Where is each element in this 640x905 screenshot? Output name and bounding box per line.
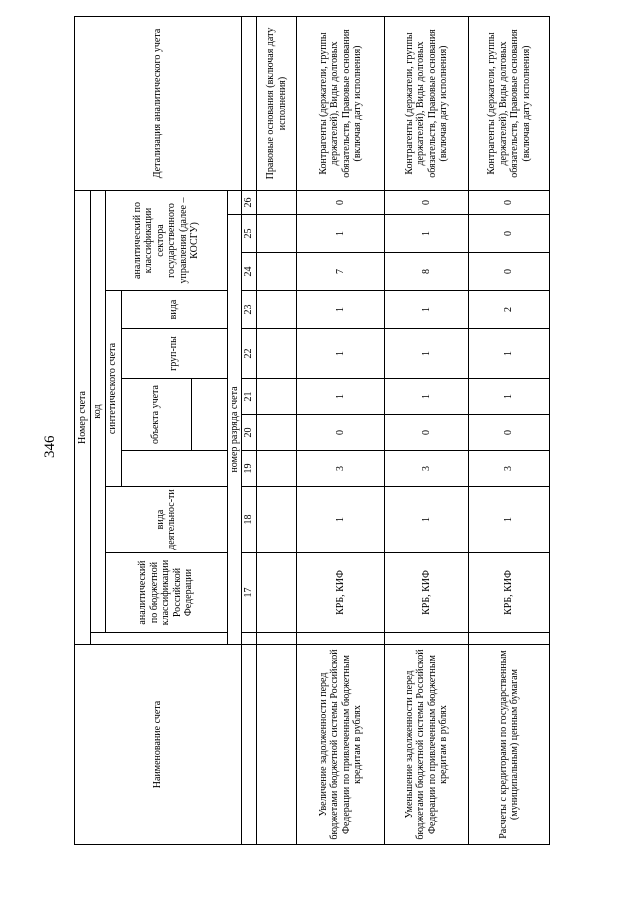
- table-row: [469, 16, 550, 844]
- header-detail: Детализация аналитического учета: [75, 16, 242, 190]
- row-col-25: 1: [385, 215, 469, 253]
- table-row: [385, 16, 469, 844]
- row-account-name: Увеличение задолженности перед бюджетами бюджетной системы Российской Федерации по привлеченным бюджетным кредитам в рублях: [297, 645, 385, 845]
- header-kosgu: аналитический по классификации сектора государственного управления (далее – КОСГУ): [105, 190, 227, 290]
- legal-row-spacer: [257, 633, 297, 645]
- row-budget-class: КРБ, КИФ: [469, 553, 550, 633]
- row-col-19: 3: [297, 451, 385, 487]
- row-col-18: 1: [469, 487, 550, 553]
- legal-row-name: [257, 645, 297, 845]
- row-col-23: 1: [385, 291, 469, 329]
- row-spacer: [469, 633, 550, 645]
- column-number: 22: [242, 329, 257, 379]
- header-account-number: Номер счета: [75, 190, 91, 644]
- row-account-name: Уменьшение задолженности перед бюджетами бюджетной системы Российской Федерации по привлеченным бюджетным кредитам в рублях: [385, 645, 469, 845]
- number-spacer-left: [242, 645, 257, 845]
- header-blank: [121, 451, 227, 487]
- table-row: [257, 16, 297, 844]
- row-col-25: 1: [297, 215, 385, 253]
- row-detail: Контрагенты (держатели, группы держателей), Виды долговых обязательств, Правовые основания (включая дату исполнения): [385, 16, 469, 190]
- row-col-19: 3: [469, 451, 550, 487]
- column-number: 17: [242, 553, 257, 633]
- header-kind: вида: [121, 291, 227, 329]
- page-number: 346: [42, 435, 58, 458]
- legal-row-cell: [257, 379, 297, 415]
- row-col-18: 1: [385, 487, 469, 553]
- legal-row-cell: [257, 253, 297, 291]
- row-col-26: 0: [469, 190, 550, 214]
- header-object: объекта учета: [121, 379, 191, 451]
- column-number: 26: [242, 190, 257, 214]
- row-col-25: 0: [469, 215, 550, 253]
- column-number: 20: [242, 415, 257, 451]
- column-number: 24: [242, 253, 257, 291]
- account-table: [74, 16, 550, 845]
- header-digit-number: номер разряда счета: [227, 215, 242, 645]
- column-number: 21: [242, 379, 257, 415]
- column-number: 25: [242, 215, 257, 253]
- header-budget-class: аналитический по бюджетной классификации Российской Федерации: [105, 553, 227, 633]
- header-code: код: [91, 190, 106, 632]
- row-col-23: 1: [297, 291, 385, 329]
- header-activity-type: вида деятельнос-ти: [105, 487, 227, 553]
- row-account-name: Расчеты с кредиторами по государственным (муниципальным) ценным бумагам: [469, 645, 550, 845]
- legal-row-detail: Правовые основания (включая дату исполнения): [257, 16, 297, 190]
- row-col-21: 1: [469, 379, 550, 415]
- legal-row-cell: [257, 451, 297, 487]
- column-number: 23: [242, 291, 257, 329]
- row-col-20: 0: [385, 415, 469, 451]
- row-col-22: 1: [385, 329, 469, 379]
- row-budget-class: КРБ, КИФ: [297, 553, 385, 633]
- legal-row-cell: [257, 291, 297, 329]
- row-col-23: 2: [469, 291, 550, 329]
- legal-row-cell: [257, 190, 297, 214]
- row-col-19: 3: [385, 451, 469, 487]
- row-col-26: 0: [385, 190, 469, 214]
- row-detail: Контрагенты (держатели, группы держателей), Виды долговых обязательств, Правовые основания (включая дату исполнения): [297, 16, 385, 190]
- row-spacer: [297, 633, 385, 645]
- column-number: 19: [242, 451, 257, 487]
- legal-row-cell: [257, 329, 297, 379]
- header-object-blank: [191, 379, 227, 451]
- header-synthetic: синтетического счета: [105, 291, 121, 487]
- legal-row-cell: [257, 487, 297, 553]
- column-number: 18: [242, 487, 257, 553]
- row-col-24: 8: [385, 253, 469, 291]
- row-col-20: 0: [469, 415, 550, 451]
- legal-row-cell: [257, 415, 297, 451]
- row-col-18: 1: [297, 487, 385, 553]
- row-col-21: 1: [385, 379, 469, 415]
- header-group: груп-пы: [121, 329, 227, 379]
- header-spacer: [91, 633, 228, 645]
- row-budget-class: КРБ, КИФ: [385, 553, 469, 633]
- row-col-20: 0: [297, 415, 385, 451]
- account-table-wrapper: [74, 17, 532, 845]
- row-col-22: 1: [297, 329, 385, 379]
- row-col-22: 1: [469, 329, 550, 379]
- legal-row-cell: [257, 215, 297, 253]
- header-account-name: Наименование счета: [75, 645, 242, 845]
- number-spacer: [242, 633, 257, 645]
- row-col-21: 1: [297, 379, 385, 415]
- table-row: [297, 16, 385, 844]
- row-col-26: 0: [297, 190, 385, 214]
- row-spacer: [385, 633, 469, 645]
- row-col-24: 7: [297, 253, 385, 291]
- row-detail: Контрагенты (держатели, группы держателей), Виды долговых обязательств, Правовые основания (включая дату исполнения): [469, 16, 550, 190]
- legal-row-cell: [257, 553, 297, 633]
- number-spacer-right: [242, 16, 257, 190]
- row-col-24: 0: [469, 253, 550, 291]
